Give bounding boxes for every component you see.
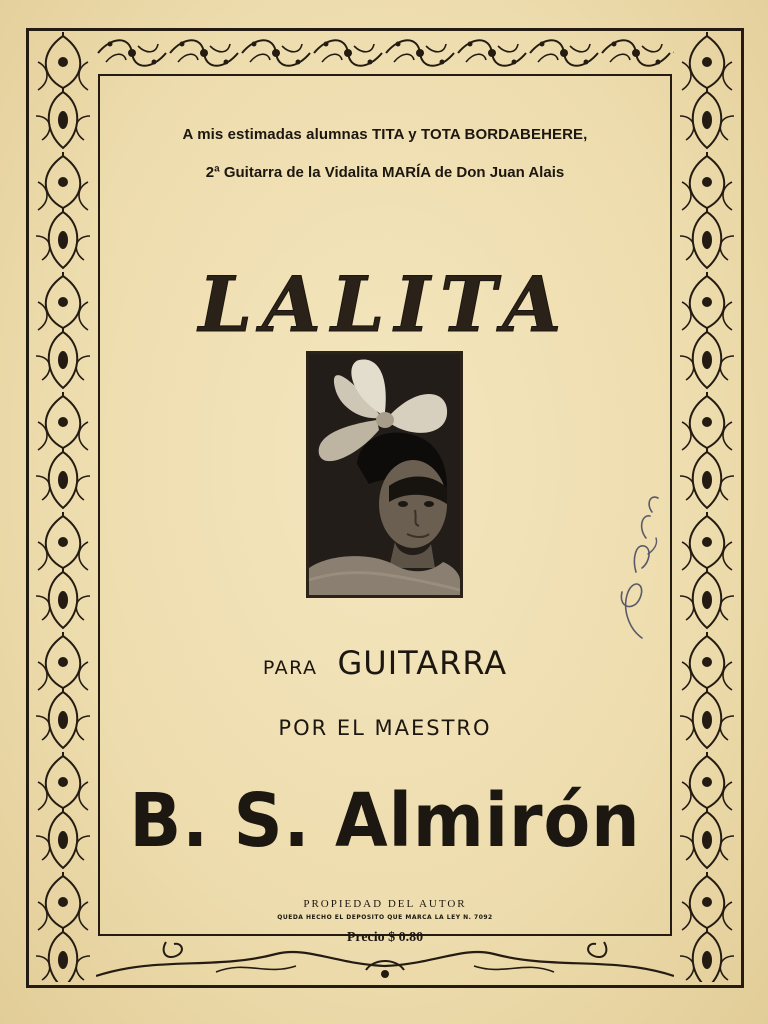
instrument-line xyxy=(100,644,670,682)
by-maestro-line: POR EL MAESTRO xyxy=(278,716,492,740)
portrait-girl-with-bow-image xyxy=(309,354,460,595)
instrument-name: GUITARRA xyxy=(337,644,508,682)
composer-name: B. S. Almirón xyxy=(129,778,641,864)
dedication-line-2: 2ª Guitarra de la Vidalita MARÍA de Don Juan Alais xyxy=(205,164,565,181)
song-title: LALITA xyxy=(198,260,572,349)
legal-deposit-notice: QUEDA HECHO EL DEPOSITO QUE MARCA LA LEY N. 7092 xyxy=(277,914,493,921)
ornamental-border-top xyxy=(96,32,674,74)
portrait-photo xyxy=(306,351,463,598)
ornamental-border-left xyxy=(30,32,96,982)
dedication-line-1: A mis estimadas alumnas TITA y TOTA BORDABEHERE, xyxy=(182,126,588,143)
price-label: Precio $ 0.80 xyxy=(346,930,424,945)
para-word: PARA xyxy=(262,657,318,679)
handwritten-signature xyxy=(606,488,666,648)
ornamental-border-right xyxy=(674,32,740,982)
author-property-notice: PROPIEDAD DEL AUTOR xyxy=(303,898,467,910)
